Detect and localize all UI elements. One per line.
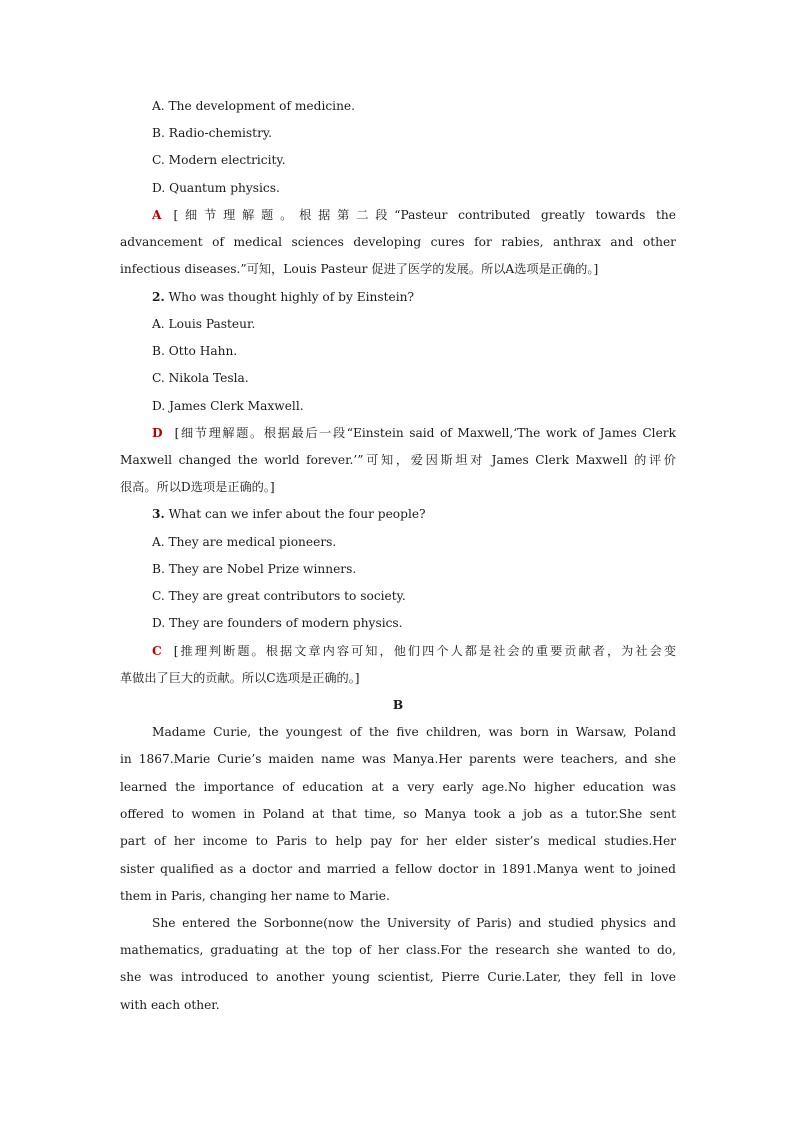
q2-question-line (152, 289, 676, 305)
q2-option-b: B. Otto Hahn. (152, 344, 238, 358)
q1-option-d: D. Quantum physics. (152, 181, 280, 195)
q3-answer-letter: C (152, 644, 162, 658)
q3-question-line (152, 506, 676, 522)
q2-explanation-3: 很高。所以D选项是正确的。] (120, 480, 275, 494)
q1-option-c: C. Modern electricity. (152, 153, 286, 167)
para2-line-2: mathematics, graduating at the top of her class.For the research she wanted to do, (120, 943, 676, 957)
para1-line-1: Madame Curie, the youngest of the five children, was born in Warsaw, Poland (152, 725, 676, 739)
q3-option-c: C. They are great contributors to society. (152, 589, 406, 603)
para2-line-3: she was introduced to another young scientist, Pierre Curie.Later, they fell in love (120, 970, 676, 984)
q1-explanation-1: [细节理解题。根据第二段“Pasteur contributed greatly towards the (173, 208, 676, 222)
para1-line-5: part of her income to Paris to help pay for her elder sister’s medical studies.Her (120, 834, 676, 848)
section-heading: B (392, 698, 404, 712)
q1-explanation-3: infectious diseases.”可知，Louis Pasteur 促进了医学的发展。所以A选项是正确的。] (120, 262, 599, 276)
para1-line-3: learned the importance of education at a very early age.No higher education was (120, 780, 676, 794)
q3-explanation-1: [推理判断题。根据文章内容可知，他们四个人都是社会的重要贡献者，为社会变 (173, 644, 676, 658)
q3-option-d: D. They are founders of modern physics. (152, 616, 403, 630)
q3-option-b: B. They are Nobel Prize winners. (152, 562, 357, 576)
q2-question: Who was thought highly of by Einstein? (168, 290, 415, 304)
q2-number: 2. (152, 290, 165, 304)
q3-question: What can we infer about the four people? (168, 507, 426, 521)
q1-option-a: A. The development of medicine. (152, 99, 356, 113)
q3-number: 3. (152, 507, 165, 521)
q3-explanation-2: 革做出了巨大的贡献。所以C选项是正确的。] (120, 671, 360, 685)
para1-line-6: sister qualified as a doctor and married a fellow doctor in 1891.Manya went to joined (120, 862, 676, 876)
q3-answer-line-1 (152, 643, 676, 659)
q2-explanation-1: [细节理解题。根据最后一段“Einstein said of Maxwell,‘The work of James Clerk (174, 426, 676, 440)
q1-answer-letter: A (152, 208, 162, 222)
para1-line-2: in 1867.Marie Curie’s maiden name was Manya.Her parents were teachers, and she (120, 752, 676, 766)
q2-option-a: A. Louis Pasteur. (152, 317, 256, 331)
q2-answer-letter: D (152, 426, 163, 440)
q2-answer-line-1 (152, 425, 676, 441)
q1-answer-line-1 (152, 207, 676, 223)
para2-line-1: She entered the Sorbonne(now the University of Paris) and studied physics and (152, 916, 676, 930)
para1-line-7: them in Paris, changing her name to Marie. (120, 889, 390, 903)
q2-explanation-2: Maxwell changed the world forever.’”可知，爱因斯坦对 James Clerk Maxwell 的评价 (120, 453, 676, 467)
q2-option-c: C. Nikola Tesla. (152, 371, 249, 385)
q1-option-b: B. Radio-chemistry. (152, 126, 273, 140)
para1-line-4: offered to women in Poland at that time, so Manya took a job as a tutor.She sent (120, 807, 676, 821)
q1-explanation-2: advancement of medical sciences developing cures for rabies, anthrax and other (120, 235, 676, 249)
para2-line-4: with each other. (120, 998, 220, 1012)
q2-option-d: D. James Clerk Maxwell. (152, 399, 304, 413)
q3-option-a: A. They are medical pioneers. (152, 535, 337, 549)
